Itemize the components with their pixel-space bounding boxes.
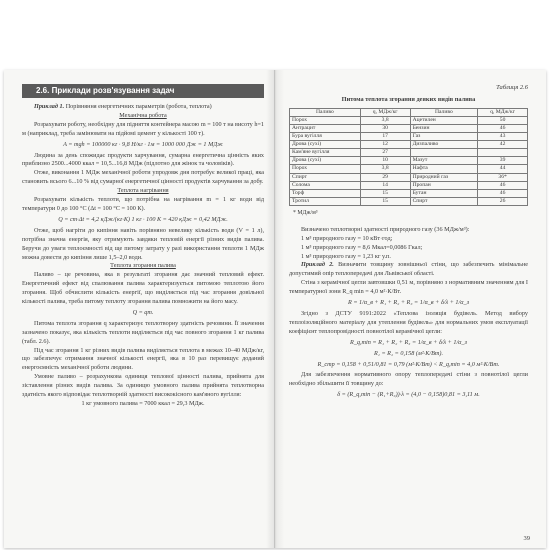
paragraph xyxy=(22,227,264,263)
table-cell: Бура вугілля xyxy=(290,133,361,141)
table-cell: Порох xyxy=(290,165,361,173)
table-cell: 14 xyxy=(360,181,410,189)
paragraph xyxy=(289,350,528,359)
table-header-row xyxy=(290,108,528,116)
table-row xyxy=(290,197,528,205)
table-cell xyxy=(410,149,478,157)
text-run: 1 м³ природного газу = 1,23 кг у.п. xyxy=(301,252,391,260)
table-cell: 15 xyxy=(360,189,410,197)
paragraph xyxy=(22,400,264,409)
text-run: Під час згорання 1 кг різних видів палива виділяється теплота в межах 10–40 МДж/кг, що забезпечує отримання значної кількості енергії, яка в 10 раз перевищує доданий енергоємність механічної роботи людини. xyxy=(22,346,264,372)
table-cell: 50 xyxy=(478,116,528,124)
table-row xyxy=(290,141,528,149)
text-run: Людина за день спожидає продукти харчування, сумарна енергетична цінність яких приблизно 2500...4000 ккал = 10,5...16,8 МДж (підлотно для жінок та чоловіків). xyxy=(22,151,264,168)
table-cell: Дрова (сухі) xyxy=(290,157,361,165)
text-run: Паливо – це речовина, яка в результаті згорання дає значний тепловий ефект. Енергетичний ефект від спалювання палива характеризується питомою теплотою його згорання. Щоб обчислити кількість енергії, що виділяється під час згорання довільної кількості палива, треба питому теплоту згорання палива помножити на його масу. xyxy=(22,271,264,306)
paragraph xyxy=(22,121,264,139)
table-title: Питома теплота згорання деяких видів палива xyxy=(341,95,476,103)
text-run: Стіна з керамічної цегли завтовшки 0,51 м, порівняно з нормативним значенням для I температурної зони R_q min = 4,0 м²·К/Вт. xyxy=(289,279,528,296)
right-page-content xyxy=(289,84,528,402)
paragraph xyxy=(289,226,528,235)
table-cell: 10 xyxy=(360,157,410,165)
text-run: Розрахувати кількість теплоти, що потрібна на нагрівання m = 1 кг води від температури 0 до 100 °С (Δt = 100 °С = 100 К). xyxy=(22,196,264,212)
text-run: Механічна робота xyxy=(119,111,167,119)
paragraph xyxy=(289,261,528,279)
text-run: Q = cm·Δt = 4,2 кДж/(кг·К) 1 кг · 100 К = 420 кДж = 0,42 МДж. xyxy=(58,215,228,223)
table-cell: Ацетилен xyxy=(410,116,478,124)
paragraph xyxy=(22,262,264,271)
table-cell: 46 xyxy=(478,125,528,133)
table-row xyxy=(290,133,528,141)
text-run: Приклад 1. xyxy=(34,103,65,110)
text-run: Отже, щоб нагріти до кипіння навіть порівняно невелику кількість води (V = 1 л), потрібна значна енергія, яку отримують завдяки тепловій енергії різних видів палива. Беручи до уваги теплоємності від ще питому затрату у разі використання теплоти 1 МДж можна довести до кипіння лише 1,5–2,0 води. xyxy=(22,226,264,261)
paragraph xyxy=(289,253,528,262)
text-run: R = 1/α_в + R₁ + R₂ + R₃ = 1/α_в + δ/λ + 1/α_з xyxy=(348,299,469,307)
text-run: Отже, виконання 1 МДж механічної роботи упродовж дня потребує великої праці, яка становить всього 6...10 % від сумарної енергетичної цінності продуктів харчування за добу. xyxy=(22,169,264,186)
text-run: Умовне паливо – розрахункова одиниця теплової цінності палива, прийнята для зіставлення різних видів палива. За одиницю умовного палива прийнята теплотворна здатність якого відповідає теплотворній здатності висококісного кам'яного вугілля: xyxy=(22,373,264,399)
table-cell: 3,8 xyxy=(360,165,410,173)
left-page-content xyxy=(22,84,264,409)
text-run: 1 кг умовного палива = 7000 ккал = 29,3 МДж. xyxy=(81,400,205,407)
paragraph xyxy=(22,196,264,214)
table-row xyxy=(290,157,528,165)
table-cell: Спирт xyxy=(290,173,361,181)
table-cell: 17 xyxy=(360,133,410,141)
table-cell: 29 xyxy=(360,173,410,181)
page-number: 39 xyxy=(523,535,530,542)
table-cell: Торф xyxy=(290,189,361,197)
paragraph xyxy=(22,112,264,121)
text-run: δ = (R_q,min − (R₁+R₃))·λ = (4,0 − 0,158)0,81 = 3,11 м. xyxy=(337,391,480,399)
paragraph xyxy=(22,141,264,150)
paragraph xyxy=(289,371,528,389)
text-run: R₁ = R₂ = 0,158 (м²·К/Вт). xyxy=(373,349,444,357)
table-cell: 42 xyxy=(478,141,528,149)
paragraph xyxy=(289,339,528,348)
fuel-heat-table xyxy=(289,108,528,206)
table-cell: 43 xyxy=(478,133,528,141)
table-header: Паливо xyxy=(410,108,478,116)
table-row xyxy=(290,189,528,197)
table-header: Паливо xyxy=(290,108,361,116)
paragraph xyxy=(22,347,264,374)
table-cell: Порох xyxy=(290,116,361,124)
table-cell: 12 xyxy=(360,141,410,149)
text-run: Питома теплота згорання q характеризує теплотворну здатність речовини. Її значення зазначено показує, яка кількість теплоти виділяється під час повного згорання 1 кг палива (табл. 2.6). xyxy=(22,319,264,345)
paragraph xyxy=(289,361,528,370)
paragraph xyxy=(22,103,264,112)
table-cell: 27 xyxy=(360,149,410,157)
text-run: Q = qm. xyxy=(132,308,154,316)
table-label: Таблиця 2.6 xyxy=(496,84,528,91)
paragraph xyxy=(289,244,528,253)
paragraph xyxy=(22,187,264,196)
table-cell: Кам'яне вугілля xyxy=(290,149,361,157)
book-spread xyxy=(4,70,546,548)
table-row xyxy=(290,173,528,181)
text-run: Згідно з ДСТУ 9191:2022 «Теплова ізоляція будівель. Метод вибору теплоізоляційного матеріалу для утеплення будівель» для нормальних умов експлуатації коефіцієнт теплопровідності повнотілої керамічної цегли: xyxy=(289,310,528,335)
paragraph xyxy=(289,391,528,400)
table-cell: 36* xyxy=(478,173,528,181)
table-cell: Бутан xyxy=(410,189,478,197)
paragraph xyxy=(289,279,528,297)
table-cell: Антрацит xyxy=(290,125,361,133)
table-cell: Природний газ xyxy=(410,173,478,181)
right-page xyxy=(275,70,546,548)
left-page xyxy=(4,70,275,548)
paragraph xyxy=(289,299,528,308)
table-cell: 26 xyxy=(478,197,528,205)
paragraph xyxy=(22,216,264,225)
paragraph xyxy=(22,152,264,170)
text-run: Для забезпечення нормативного опору теплопередачі стіни з повнотілої цегли необхідно збільшити її товщину до: xyxy=(289,371,528,388)
text-run: Приклад 2. xyxy=(301,261,334,269)
table-header: q, МДж/кг xyxy=(360,108,410,116)
table-row xyxy=(290,125,528,133)
paragraph xyxy=(289,235,528,244)
text-run: A = mgh = 100000 кг · 9,8 Н/кг · 1м = 1000 000 Дж = 1 МДж xyxy=(63,140,223,148)
table-row xyxy=(290,165,528,173)
left-paragraphs xyxy=(22,103,264,409)
table-cell: Пропан xyxy=(410,181,478,189)
paragraph xyxy=(22,320,264,347)
table-header: q, МДж/кг xyxy=(478,108,528,116)
table-cell: Спирт xyxy=(410,197,478,205)
table-cell: 15 xyxy=(360,197,410,205)
text-run: Визначено теплотворні здатності природного газу (36 МДж/м³): xyxy=(301,225,470,233)
paragraph xyxy=(22,169,264,187)
table-cell: 46 xyxy=(478,181,528,189)
text-run: Визначити товщину зовнішньої стіни, що забезпечить мінімальне допустимий опір теплопередачі для Львівської області. xyxy=(289,261,528,278)
text-run: 1 м³ природного газу = 8,6 Мкал=0,0086 Гкал; xyxy=(301,243,423,251)
table-cell: 3,8 xyxy=(360,116,410,124)
table-cell: Солома xyxy=(290,181,361,189)
paragraph xyxy=(289,310,528,337)
table-cell: 46 xyxy=(478,189,528,197)
table-cell: Дрова (сухі) xyxy=(290,141,361,149)
table-row xyxy=(290,116,528,124)
table-cell: 30 xyxy=(360,125,410,133)
text-run: Теплота згорання палива xyxy=(110,262,176,270)
table-cell: Тротил xyxy=(290,197,361,205)
table-cell: Нафта xyxy=(410,165,478,173)
table-cell: Мазут xyxy=(410,157,478,165)
paragraph xyxy=(22,373,264,400)
text-run: R_стр = 0,158 + 0,51/0,81 = 0,79 (м²·К/Вт) < R_q,min = 4,0 м²·К/Вт. xyxy=(317,360,500,368)
text-run: R_q,min = R₁ + R₂ + R₃ = 1/α_в + δ/λ + 1/α_з xyxy=(350,338,467,346)
text-run: Порівняння енергетичних параметрів (робота, теплота) xyxy=(64,103,212,110)
table-body xyxy=(290,116,528,205)
table-cell: Дизпаливо xyxy=(410,141,478,149)
table-note: * МДж/м³ xyxy=(293,209,318,216)
table-row xyxy=(290,149,528,157)
table-row xyxy=(290,181,528,189)
text-run: Розрахувати роботу, необхідну для підняття контейнера масою m = 100 т на висоту h=1 м (наприклад, треба замінювати на підйомі цемент у кількості 100 т). xyxy=(22,120,264,137)
table-cell: 39 xyxy=(478,157,528,165)
paragraph xyxy=(22,271,264,307)
table-cell: Газ xyxy=(410,133,478,141)
paragraph xyxy=(22,309,264,318)
table-cell: 44 xyxy=(478,165,528,173)
table-cell xyxy=(478,149,528,157)
text-run: Теплота нагрівання xyxy=(117,187,169,195)
text-run: 1 м³ природного газу = 10 кВт·год; xyxy=(301,234,393,242)
section-title: 2.6. Приклади розв'язування задач xyxy=(22,84,264,98)
right-paragraphs xyxy=(289,226,528,400)
table-cell: Бензин xyxy=(410,125,478,133)
